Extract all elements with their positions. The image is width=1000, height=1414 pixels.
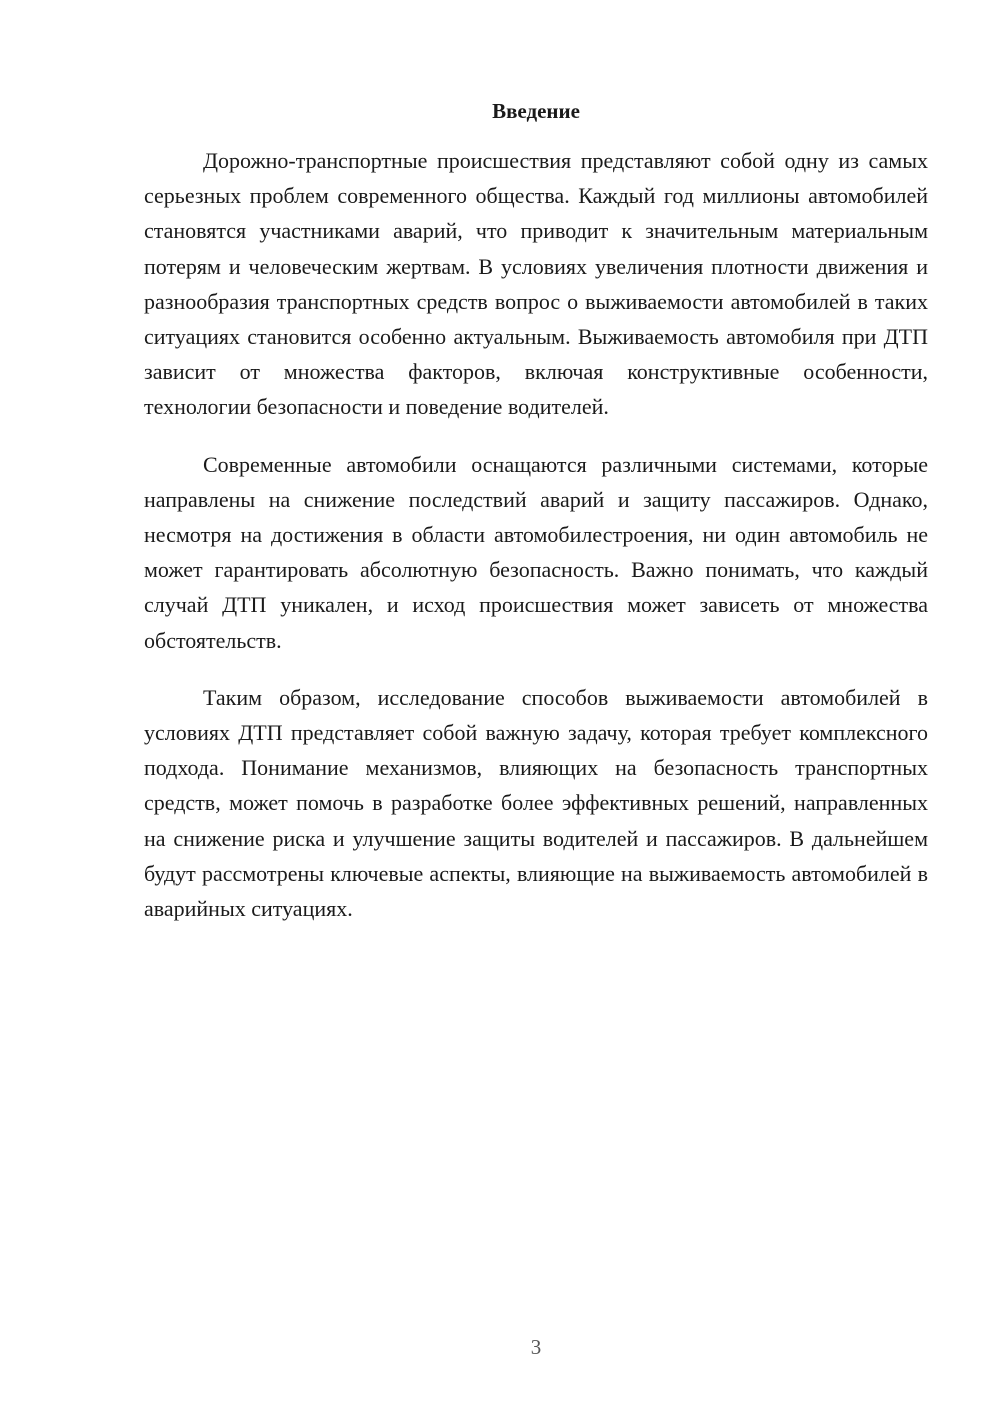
page-number: 3 bbox=[530, 1335, 542, 1359]
paragraph-1: Дорожно-транспортные происшествия представляют собой одну из самых серьезных проблем современного общества. Каждый год миллионы автомобилей становятся участниками аварий, что приводит к значительным материальным потерям и человеческим жертвам. В условиях увеличения плотности движения и разнообразия транспортных средств вопрос о выживаемости автомобилей в таких ситуациях становится особенно актуальным. Выживаемость автомобиля при ДТП зависит от множества факторов, включая конструктивные особенности, технологии безопасности и поведение водителей. bbox=[144, 148, 928, 420]
paragraph-3: Таким образом, исследование способов выживаемости автомобилей в условиях ДТП представляет собой важную задачу, которая требует комплексного подхода. Понимание механизмов, влияющих на безопасность транспортных средств, может помочь в разработке более эффективных решений, направленных на снижение риска и улучшение защиты водителей и пассажиров. В дальнейшем будут рассмотрены ключевые аспекты, влияющие на выживаемость автомобилей в аварийных ситуациях. bbox=[144, 684, 928, 922]
section-title: Введение bbox=[492, 99, 580, 123]
body-text bbox=[144, 143, 928, 948]
paragraph-2: Современные автомобили оснащаются различными системами, которые направлены на снижение последствий аварий и защиту пассажиров. Однако, несмотря на достижения в области автомобилестроения, ни один автомобиль не может гарантировать абсолютную безопасность. Важно понимать, что каждый случай ДТП уникален, и исход происшествия может зависеть от множества обстоятельств. bbox=[144, 451, 928, 653]
